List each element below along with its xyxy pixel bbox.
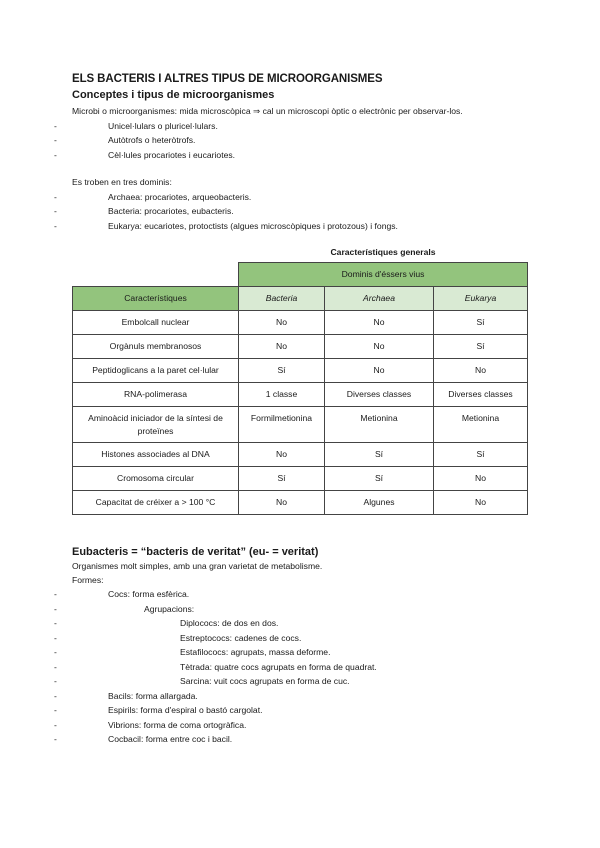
table-cell: Sí — [434, 443, 528, 467]
table-corner — [73, 263, 239, 287]
table-row — [73, 443, 528, 467]
section1-intro: Microbi o microorganismes: mida microscòpica ⇒ cal un microscopi òptic o electrònic per observar-los. — [72, 106, 463, 116]
table-cell: Sí — [325, 467, 434, 491]
table-cell: No — [239, 335, 325, 359]
table-cell: Metionina — [434, 407, 528, 443]
table-cell: Formilmetionina — [239, 407, 325, 443]
table-cell: Sí — [239, 467, 325, 491]
list-item: - Diplococs: de dos en dos. — [72, 616, 528, 631]
row-label: RNA-polimerasa — [73, 383, 239, 407]
list-item: - Bacils: forma allargada. — [72, 689, 528, 704]
table-cell: No — [434, 359, 528, 383]
table-cell: No — [325, 359, 434, 383]
row-label: Aminoàcid iniciador de la síntesi de proteïnes — [73, 407, 239, 443]
list-item: - Espirils: forma d'espiral o bastó cargolat. — [72, 703, 528, 718]
list-item: - Tètrada: quatre cocs agrupats en forma de quadrat. — [72, 660, 528, 675]
list-item: - Cocs: forma esfèrica. — [72, 587, 528, 602]
list-item: - Eukarya: eucariotes, protoctists (algues microscòpiques i protozous) i fongs. — [72, 219, 528, 234]
table-cell: Diverses classes — [434, 383, 528, 407]
table-domain-header: Bacteria — [239, 287, 325, 311]
list-item: - Estreptococs: cadenes de cocs. — [72, 631, 528, 646]
table-caption: Característiques generals — [330, 247, 436, 257]
table-cell: Sí — [325, 443, 434, 467]
table-cell: 1 classe — [239, 383, 325, 407]
table-row — [73, 359, 528, 383]
formes-label: Formes: — [72, 574, 104, 585]
table-cell: No — [434, 467, 528, 491]
table-column-header: Característiques — [73, 287, 239, 311]
table-row — [73, 407, 528, 443]
table-cell: No — [239, 491, 325, 515]
list-item: - Cocbacil: forma entre coc i bacil. — [72, 732, 528, 747]
table-cell: No — [239, 443, 325, 467]
table-cell: Algunes — [325, 491, 434, 515]
list-item: - Bacteria: procariotes, eubacteris. — [72, 204, 528, 219]
list-item: - Vibrions: forma de coma ortogràfica. — [72, 718, 528, 733]
list-item: - Unicel·lulars o pluricel·lulars. — [72, 119, 528, 134]
row-label: Histones associades al DNA — [73, 443, 239, 467]
table-row — [73, 383, 528, 407]
forms-list — [72, 587, 528, 747]
table-cell: Sí — [434, 311, 528, 335]
row-label: Embolcall nuclear — [73, 311, 239, 335]
table-domain-header: Eukarya — [434, 287, 528, 311]
list-item: - Cèl·lules procariotes i eucariotes. — [72, 148, 528, 163]
table-cell: Sí — [434, 335, 528, 359]
row-label: Cromosoma circular — [73, 467, 239, 491]
table-cell: Metionina — [325, 407, 434, 443]
table-cell: No — [239, 311, 325, 335]
table-row — [73, 491, 528, 515]
table-cell: No — [325, 335, 434, 359]
domains-list — [72, 190, 528, 234]
list-item: - Agrupacions: — [72, 602, 528, 617]
table-row — [73, 467, 528, 491]
list-item: - Sarcina: vuit cocs agrupats en forma de cuc. — [72, 674, 528, 689]
list-item: - Archaea: procariotes, arqueobacteris. — [72, 190, 528, 205]
section2-intro: Organismes molt simples, amb una gran varietat de metabolisme. — [72, 561, 323, 571]
table-cell: No — [325, 311, 434, 335]
table-cell: Sí — [239, 359, 325, 383]
document-page — [72, 72, 528, 747]
table-block — [72, 246, 528, 515]
table-group-header: Dominis d'éssers vius — [239, 263, 528, 287]
section2-heading: Eubacteris = “bacteris de veritat” (eu- = veritat) — [72, 546, 319, 558]
table-row — [73, 311, 528, 335]
list-item: - Estafilococs: agrupats, massa deforme. — [72, 645, 528, 660]
characteristics-list — [72, 119, 528, 163]
table-row — [73, 335, 528, 359]
list-item: - Autòtrofs o heteròtrofs. — [72, 133, 528, 148]
document-title: ELS BACTERIS I ALTRES TIPUS DE MICROORGANISMES — [72, 73, 383, 85]
table-cell: Diverses classes — [325, 383, 434, 407]
table-cell: No — [434, 491, 528, 515]
row-label: Capacitat de créixer a > 100 °C — [73, 491, 239, 515]
table-domain-header: Archaea — [325, 287, 434, 311]
section1-heading: Conceptes i tipus de microorganismes — [72, 89, 275, 101]
row-label: Peptidoglicans a la paret cel·lular — [73, 359, 239, 383]
characteristics-table — [72, 262, 528, 515]
row-label: Orgànuls membranosos — [73, 335, 239, 359]
domains-intro: Es troben en tres dominis: — [72, 177, 172, 187]
